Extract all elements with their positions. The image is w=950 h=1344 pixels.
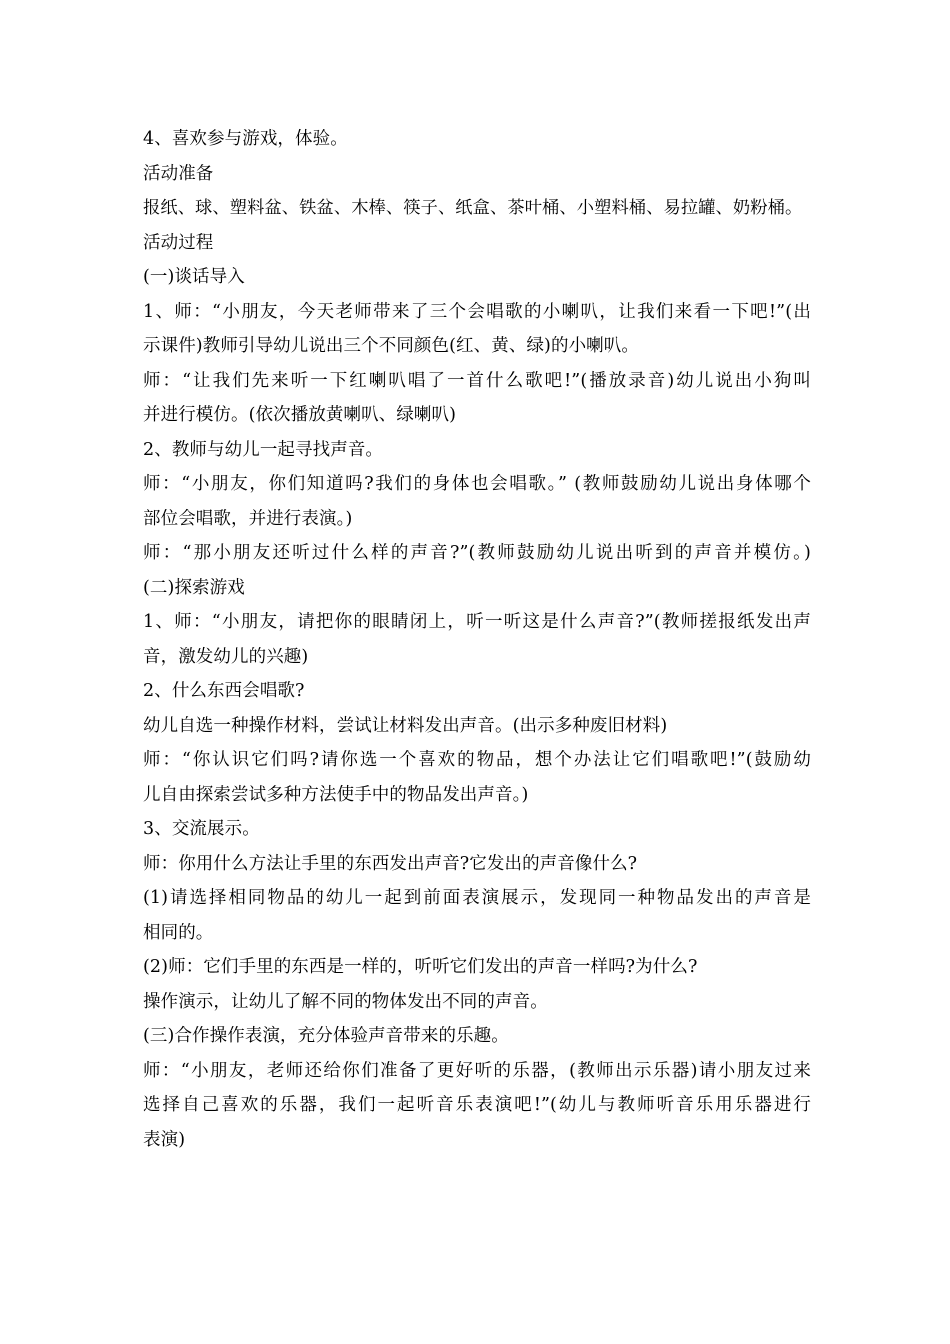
paragraph-line: 报纸、球、塑料盆、铁盆、木棒、筷子、纸盒、茶叶桶、小塑料桶、易拉罐、奶粉桶。 xyxy=(143,198,803,218)
paragraph-line: 1、师：“小朋友，请把你的眼睛闭上，听一听这是什么声音?”(教师搓报纸发出声 xyxy=(143,612,811,632)
paragraph-line: 幼儿自选一种操作材料，尝试让材料发出声音。(出示多种废旧材料) xyxy=(143,715,668,736)
paragraph-line: 相同的。 xyxy=(143,922,214,943)
paragraph-line: (2)师：它们手里的东西是一样的，听听它们发出的声音一样吗?为什么? xyxy=(143,957,698,977)
paragraph-line: 师：“你认识它们吗?请你选一个喜欢的物品，想个办法让它们唱歌吧!”(鼓励幼 xyxy=(143,750,811,770)
paragraph-line: 示课件)教师引导幼儿说出三个不同颜色(红、黄、绿)的小喇叭。 xyxy=(143,336,639,356)
paragraph-line: 2、什么东西会唱歌? xyxy=(143,681,305,701)
section-heading: 活动准备 xyxy=(143,163,214,184)
subsection-heading: (二)探索游戏 xyxy=(143,577,245,598)
paragraph-line: 3、交流展示。 xyxy=(143,819,260,839)
paragraph-line: 1、师：“小朋友，今天老师带来了三个会唱歌的小喇叭，让我们来看一下吧!”(出 xyxy=(143,301,811,322)
paragraph-line: 音，激发幼儿的兴趣) xyxy=(143,646,309,667)
document-body xyxy=(143,122,811,1157)
paragraph-line: 表演) xyxy=(143,1129,186,1150)
subsection-heading: (三)合作操作表演，充分体验声音带来的乐趣。 xyxy=(143,1026,509,1046)
paragraph-line: 操作演示，让幼儿了解不同的物体发出不同的声音。 xyxy=(143,991,548,1012)
paragraph-line: 2、教师与幼儿一起寻找声音。 xyxy=(143,439,384,460)
paragraph-line: 师：“那小朋友还听过什么样的声音?”(教师鼓励幼儿说出听到的声音并模仿。) xyxy=(143,543,811,563)
paragraph-line: 师：“小朋友，你们知道吗?我们的身体也会唱歌。” (教师鼓励幼儿说出身体哪个 xyxy=(143,474,811,494)
subsection-heading: (一)谈话导入 xyxy=(143,267,245,287)
paragraph-line: (1)请选择相同物品的幼儿一起到前面表演展示，发现同一种物品发出的声音是 xyxy=(143,888,811,908)
paragraph-line: 师：“小朋友，老师还给你们准备了更好听的乐器，(教师出示乐器)请小朋友过来 xyxy=(143,1060,811,1081)
paragraph-line: 部位会唱歌，并进行表演。) xyxy=(143,508,353,529)
paragraph-line: 4、喜欢参与游戏，体验。 xyxy=(143,129,348,149)
paragraph-line: 选择自己喜欢的乐器，我们一起听音乐表演吧!”(幼儿与教师听音乐用乐器进行 xyxy=(143,1095,811,1115)
paragraph-line: 师：“让我们先来听一下红喇叭唱了一首什么歌吧!”(播放录音)幼儿说出小狗叫 xyxy=(143,370,811,391)
paragraph-line: 儿自由探索尝试多种方法使手中的物品发出声音。) xyxy=(143,784,529,805)
section-heading: 活动过程 xyxy=(143,232,214,253)
paragraph-line: 并进行模仿。(依次播放黄喇叭、绿喇叭) xyxy=(143,405,457,425)
paragraph-line: 师：你用什么方法让手里的东西发出声音?它发出的声音像什么? xyxy=(143,853,638,874)
